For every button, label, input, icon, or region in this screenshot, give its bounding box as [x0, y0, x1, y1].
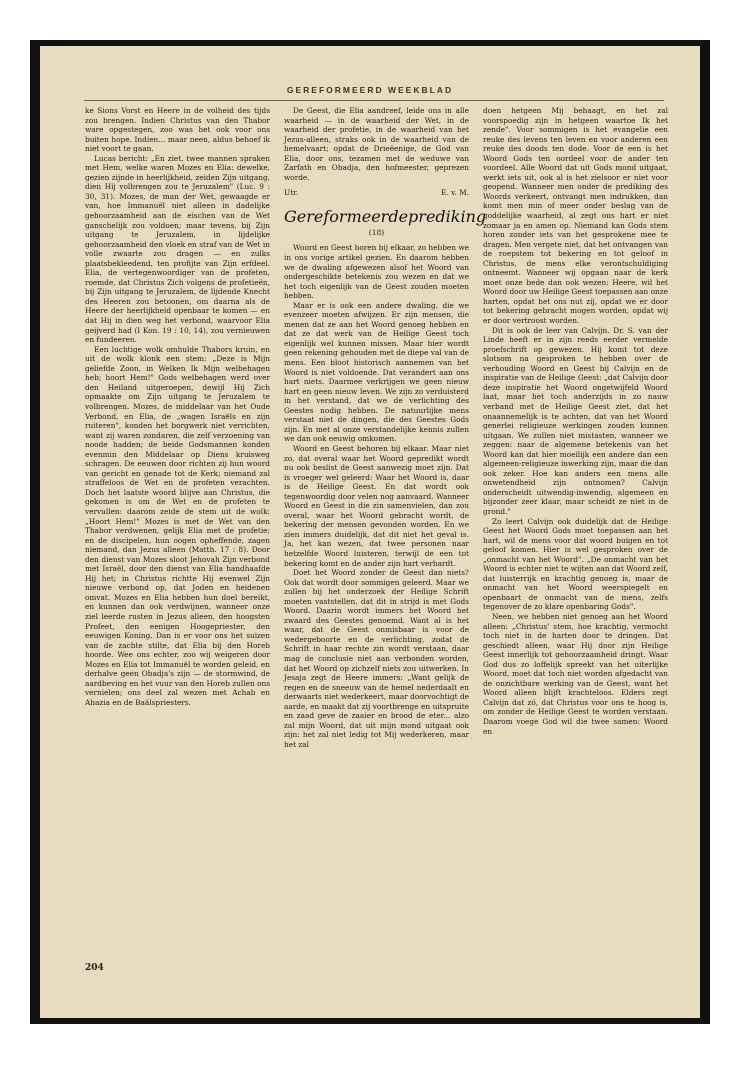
article-number: (18) [368, 227, 385, 237]
scanned-page-frame [30, 40, 710, 1024]
paragraph: Een luchtige wolk omhulde Thabors kruin, en uit de wolk klonk een stem: „Deze is Mijn geliefde Zoon, in Welken Ik Mijn welbehagen heb; hoort Hem!" Gods welbehagen werd over den Heiland uitgeroepen, dewijl Hij Zich opmaakte om Zijn uitgang te Jeruzalem te volbrengen. Mozes, de middelaar van het Oude Verbond, en Elia, de „wagen Israëls en zijn ruiteren", konden het borgwerk niet verrichten, want zij waren zondaren, die zelf verzoening van noode hadden; de beide Godsmannen konden evenmin den Middelaar op Diens kruisweg schragen. De eeuwen door richten zij hun woord van gericht en genade tot de Kerk; niemand zal straffeloos de Wet en de profeten verachten. Doch het laatste woord blijve aan Christus, die gekomen is om de Wet en de profeten te vervullen: daarom zeide de stem uit de wolk: „Hoort Hem!" Mozes is met de Wet van den Thabor verdwenen, gelijk Elia met de profetie; en de discipelen, hun oogen opheffende, zagen niemand, dan Jezus alleen (Matth. 17 : 8). Door den dienst van Mozes sloot Jehovah Zijn verbond met Israël, door den dienst van Elia handhaafde Hij het; in Christus richtte Hij evenwel Zijn nieuwe verbond op, dat Joden en heidenen omvat. Mozes en Elia hebben hun doel bereikt, en kunnen dan ook verdwijnen, wanneer onze ziel leerde rusten in Jezus alleen, den hoogsten Profeet, den eenigen Hoogepriester, den eeuwigen Koning. Dan is er voor ons het suizen van de zachte stilte, dat Elia bij den Horeb hoorde. Wee ons echter, zoo wij weigeren door Mozes en Elia tot Immanuël te worden geleid, en derhalve geen Obadja's zijn — de stormwind, de aardbeving en het vuur van den Horeb zullen ons vernielen; ons deel zal wezen met Achab en Ahazia en de Baälspriesters. [85, 344, 270, 707]
paragraph: Zo leert Calvijn ook duidelijk dat de Heilige Geest het Woord Gods moet toepassen aan het hart, wil de mens voor dat woord buigen en tot geloof komen. Hier is wel gesproken over de „onmacht van het Woord". „De onmacht van het Woord is echter niet te wijten aan dat Woord zelf, dat luisterrijk en krachtig genoeg is, maar de onmacht van het Woord weerspiegelt en openbaart de onmacht van de mens, zelfs tegenover de zo klare openbaring Gods". [483, 516, 668, 612]
paragraph: Lucas bericht: „En ziet, twee mannen spraken met Hem, welke waren Mozes en Elia: dewelke, gezien zijnde in heerlijkheid, zeiden Zijn uitgang, dien Hij volbrengen zou te Jeruzalem" (Luc. 9 : 30, 31). Mozes, de man der Wet, gewaagde er van, hoe Immanuël niet alleen in dadelijke gehoorzaamheid aan de eischen van de Wet ganschelijk zou voldoen; maar tevens, bij Zijn uitgang te Jeruzalem, in lijdelijke gehoorzaamheid den vloek en straf van de Wet in volle zwaarte zou dragen — en zulks plaatsbekleedend, ten profijte van Zijn erfdeel. Elia, de vertegenwoordiger van de profeten, roemde, dat Christus Zich volgens de profetieën, bij Zijn uitgang te Jeruzalem, de lijdende Knecht des Heeren zou betoonen, om daarna als de Heere der heerlijkheid openbaar te komen — en dat Hij in dien weg het verbond, waarvoor Elia geijverd had (I Kon. 19 : 10, 14), zou vernieuwen en fundeeren. [85, 153, 270, 345]
paragraph: Dit is ook de leer van Calvijn. Dr. S. van der Linde heeft er in zijn reeds eerder vermelde proefschrift op gewezen. Hij komt tot deze slotsom na gesproken te hebben over de verhouding Woord en Geest bij Calvijn en de inspiratie van de Heilige Geest: „dat Calvijn door deze inspiratie het Woord ongetwijfeld Woord laat, maar het toch anderzijds in zo nauw verband met de Heilige Geest ziet, dat het onaannemelijk is te achten, dat van het Woord generlei religieuze werkingen zouden kunnen uitgaan. We zullen niet mistasten, wanneer we zeggen: naar de algemene betekenis van het Woord kan dat hier moeilijk een andere dan een algemeen-religieuze inwerking zijn, maar die dan ook zeker. Hoe kan anders een mens alle onwetendheid zijn ontnomen? Calvijn onderscheidt uitwendig-inwendig, algemeen en bijzonder zeer klaar, maar scheidt ze niet in de grond." [483, 325, 668, 516]
paragraph: De Geest, die Elia aandreef, leide ons in alle waarheid — in de waarheid der Wet, in de waarheid der profetie, in de waarheid van het Jezus-alleen, straks ook in de waarheid van de hemelvaart; opdat de Drieëenige, de God van Elia, door ons, tezamen met de weduwe van Zarfath en Obadja, den hofmeester, geprezen worde. [284, 106, 469, 182]
column-left [85, 106, 270, 707]
paragraph: Maar er is ook een andere dwaling, die we evenzeer moeten afwijzen. Er zijn mensen, die menen dat ze aan het Woord genoeg hebben en dat ze dat werk van de Heilige Geest toch eigenlijk wel kunnen missen. Maar hier wordt geen rekening gehouden met de diepe val van de mens. Een bloot historisch aannemen van het Woord is niet voldoende. Dat verandert aan ons hart niets. Daarmee verkrijgen we geen nieuw hart en geen nieuw leven. We zijn zo verduisterd in het verstand, dat we de verlichting des Geestes nodig hebben. De natuurlijke mens verstaat niet de dingen, die des Geestes Gods zijn. En met al onze verstandelijke kennis zullen we dan ook eeuwig omkomen. [284, 300, 469, 444]
signature-place: Utr. [284, 188, 299, 198]
paragraph: Doet het Woord zonder de Geest dan niets? Ook dat wordt door sommigen geleerd. Maar we zullen bij het onderzoek der Heilige Schrift moeten vaststellen, dat dit in strijd is met Gods Woord. Daarin wordt immers het Woord het zwaard des Geestes genoemd. Want al is het waar, dat de Geest onmisbaar is voor de wedergeboorte en de verlichting, zodat de Schrift in haar rechte zin wordt verstaan, daar mag de conclusie niet aan verbonden worden, dat het Woord op zichzelf niets zou uitwerken. In Jesaja zegt de Heere immers: „Want gelijk de regen en de sneeuw van de hemel nederdaalt en derwaarts niet wederkeert, maar doorvochtigt de aarde, en maakt dat zij voortbrenge en uitspruite en zaad geve de zaaier en brood de eter... alzo zal mijn Woord, dat uit mijn mond uitgaat ook zijn: het zal niet ledig tot Mij wederkeren, maar het zal [284, 568, 469, 749]
article-title [284, 206, 487, 226]
column-right [483, 106, 668, 736]
signature-line [284, 188, 469, 198]
paragraph: doen hetgeen Mij behaagt, en het zal voorspoedig zijn in hetgeen waartoe Ik het zende". Voor sommigen is het evangelie een reuke des levens ten leven en voor anderen een reuke des doods ten dode. Voor de een is het Woord Gods ten oordeel voor de ander ten voordeel. Alle Woord dat uit Gods mond uitgaat, werkt iets uit, ook al is het zielsoor er niet voor geopend. Wanneer men onder de prediking des Woords verkeert, ontvangt men indrukken, dan komt men min of meer onder beslag van de goddelijke waarheid, al zegt ons hart er niet zomaar ja en amen op. Niemand kan Gods stem horen zonder iets van het gesprokene mee te dragen. Men vergete niet, dat het ontvangen van de roepstem tot bekering en tot geloof in Christus, de mens elke verontschuldiging ontneemt. Wanneer wij opgaan naar de kerk moet onze bede dan ook wezen: Heere, wil het Woord door uw Heilige Geest toepassen aan onze harten, opdat het ons nut zij, opdat we er door tot bekering gebracht mogen worden, opdat wij er door vertroost worden. [483, 106, 668, 326]
paragraph: Woord en Geest behoren bij elkaar. Maar niet zo, dat overal waar het Woord gepredikt wordt nu ook beslist de Geest aanwezig moet zijn. Dat is vroeger wel geleerd: Waar het Woord is, daar is de Heilige Geest. En dat wordt ook tegenwoordig door velen nog aanvaard. Wanneer Woord en Geest in die zin samenvielen, dan zou overal, waar het Woord gebracht wordt, de bekering der mensen gevonden worden. En we zien immers duidelijk, dat dit niet het geval is. Ja, het kan wezen, dat twee personen naar hetzelfde Woord luisteren, terwijl de een tot bekering komt en de ander zijn hart verhardt. [284, 443, 469, 568]
running-head: GEREFORMEERD WEEKBLAD [286, 85, 454, 95]
article-title-word: prediking [408, 206, 487, 226]
paragraph: Neen, we hebben niet genoeg aan het Woord alleen: „Christus' stem, hoe krachtig, vermocht toch niet in de harten door te dringen. Dat geschiedt alleen, waar Hij door zijn Heilige Geest innerlijk tot gehoorzaamheid dringt. Waar God dus zo loffelijk spreekt van het uiterlijke Woord, moet dat toch niet worden afgedacht van de onzichtbare werking van de Geest, want het Woord alleen blijft krachteloos. Elders zegt Calvijn dat zó, dat Christus voor ons te hoog is, om zonder de Heilige Geest te worden verstaan. Daarom voege God wil die twee samen: Woord en [483, 611, 668, 736]
signature-initials: E. v. M. [441, 188, 469, 198]
column-middle [284, 106, 487, 749]
article-title-word: Gereformeerde [284, 206, 409, 226]
paragraph: Woord en Geest horen bij elkaar, zo hebben we in ons vorige artikel gezien. En daarom hebben we de dwaling afgewezen alsof het Woord van ondergeschikte betekenis zou wezen en dat we het toch eigenlijk van de Geest zouden moeten hebben. [284, 243, 469, 301]
header-rule [84, 100, 664, 101]
magazine-page [40, 46, 700, 1018]
page-number: 204 [85, 963, 104, 973]
paragraph: ke Sions Vorst en Heere in de volheid des tijds zou brengen. Indien Christus van den Thabor ware opgestegen, zoo was het ook voor ons buiten hope. Indien... maar neen, aldus behoef ik niet voort te gaan. [85, 106, 270, 154]
